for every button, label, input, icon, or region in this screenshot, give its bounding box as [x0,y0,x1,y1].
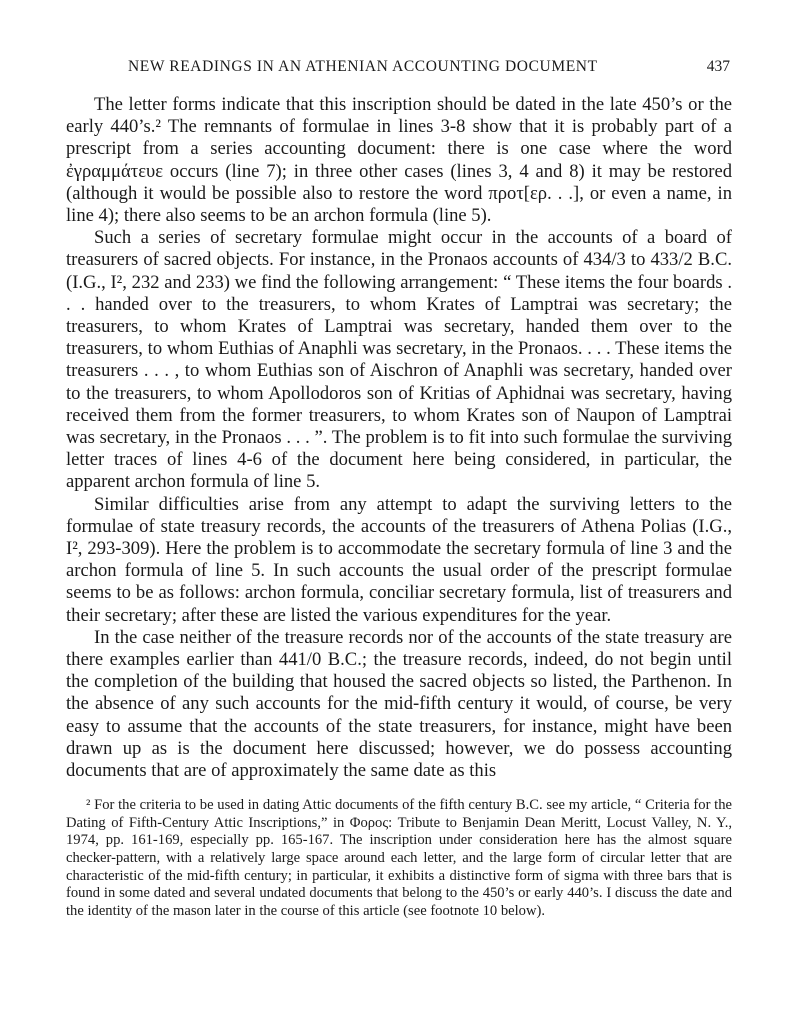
running-head-title: NEW READINGS IN AN ATHENIAN ACCOUNTING DOCUMENT [128,58,598,75]
running-head [66,58,732,84]
paragraph: Such a series of secretary formulae might occur in the accounts of a board of treasurers of sacred objects. For instance, in the Pronaos accounts of 434/3 to 433/2 B.C. (I.G., I², 232 and 233) we find the following arrangement: “ These items the four boards . . . handed over to the treasurers, to whom Krates of Lamptrai was secretary; the treasurers, to whom Krates of Lamptrai was secretary, handed them over to the treasurers, to whom Euthias of Anaphli was secretary, in the Pronaos. . . . These items the treasurers . . . , to whom Euthias son of Aischron of Anaphli was secretary, handed over to the treasurers, to whom Apollodoros son of Kritias of Aphidnai was secretary, having received them from the former treasurers, to whom Krates son of Naupon of Lamptrai was secretary, in the Pronaos . . . ”. The problem is to fit into such formulae the surviving letter traces of lines 4-6 of the document here being considered, in particular, the apparent archon formula of line 5. [66,227,732,493]
page-number: 437 [706,58,730,75]
footnote: ² For the criteria to be used in dating Attic documents of the fifth century B.C. see my article, “ Criteria for the Dating of Fifth-Century Attic Inscriptions,” in Φορος: Tribute to Benjamin Dean Meritt, Locust Valley, N. Y., 1974, pp. 161-169, especially pp. 165-167. The inscription under consideration here has the almost square checker-pattern, with a relatively large space around each letter, and the large form of circular letter that are characteristic of the mid-fifth century; in particular, it exhibits a distinctive form of sigma with three bars that is found in some dated and several undated documents that belong to the 450’s or early 440’s. I discuss the date and the identity of the mason later in the course of this article (see footnote 10 below). [66,797,732,919]
paragraph: The letter forms indicate that this inscription should be dated in the late 450’s or the early 440’s.² The remnants of formulae in lines 3-8 show that it is probably part of a prescript from a series accounting document: there is one case where the word ἐγραμμάτευε occurs (line 7); in three other cases (lines 3, 4 and 8) it may be restored (although it would be possible also to restore the word προτ[ερ. . .], or even a name, in line 4); there also seems to be an archon formula (line 5). [66,94,732,227]
footnotes [66,797,732,920]
paragraph: In the case neither of the treasure records nor of the accounts of the state treasury are there examples earlier than 441/0 B.C.; the treasure records, indeed, do not begin until the completion of the building that housed the sacred objects so listed, the Parthenon. In the absence of any such accounts for the mid-fifth century it would, of course, be very easy to assume that the accounts of the state treasurers, for instance, might have been drawn up as is the document here discussed; however, we do possess accounting documents that are of approximately the same date as this [66,626,732,782]
body-text [66,94,732,782]
paragraph: Similar difficulties arise from any attempt to adapt the surviving letters to the formulae of state treasury records, the accounts of the treasurers of Athena Polias (I.G., I², 293-309). Here the problem is to accommodate the secretary formula of line 3 and the archon formula of line 5. In such accounts the usual order of the prescript formulae seems to be as follows: archon formula, conciliar secretary formula, list of treasurers and their secretary; after these are listed the various expenditures for the year. [66,493,732,626]
page [66,58,732,920]
